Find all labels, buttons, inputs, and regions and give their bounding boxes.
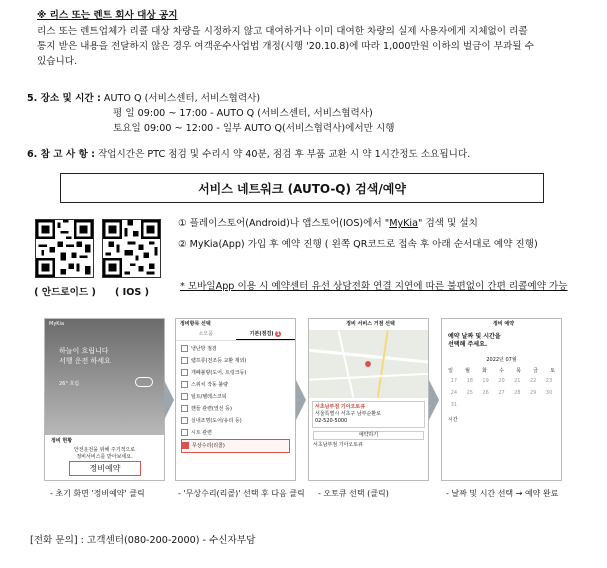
weekday-label: 수 [499, 368, 504, 374]
calendar-day[interactable]: 29 [529, 390, 537, 396]
caption-home: - 초기 화면 '정비예약' 클릭 [50, 489, 145, 498]
phone-screen-items [175, 318, 296, 481]
checkbox-icon [181, 417, 188, 424]
checkbox-icon [181, 393, 188, 400]
temperature: 26° 흐림 [59, 381, 80, 387]
ios-qr-code[interactable] [102, 219, 161, 278]
next-arrow-icon [296, 380, 306, 420]
weekday-label: 금 [533, 368, 538, 374]
calendar-day[interactable]: 25 [466, 390, 473, 396]
calendar-day[interactable]: 17 [450, 378, 458, 384]
selected-dealer: 서초남부점 기아오토큐 [313, 442, 363, 448]
caption-map: - 오토큐 선택 (클릭) [318, 489, 389, 498]
repair-item-label: 스위치 작동 불량 [191, 382, 228, 388]
notice-line: 리스 또는 렌트업체가 리콜 대상 차량을 시정하지 않고 대여하거나 이미 대여한 차량의 실제 사용자에게 지체없이 리콜 [37, 26, 528, 37]
maintenance-desc-2: 정비서비스를 받아보세요. [76, 454, 133, 460]
section-6-text: 작업시간은 PTC 점검 및 수리시 약 40분, 점검 후 부품 교환 시 약 1시간정도 소요됩니다. [98, 149, 471, 160]
repair-item-label: 냉난방 점검 [191, 346, 217, 352]
repair-item-option[interactable] [181, 415, 290, 427]
maintenance-desc: 안전운전을 위해 주기적으로 [73, 447, 136, 453]
phone-screen-home [44, 318, 165, 481]
dealer-card[interactable] [312, 401, 425, 428]
calendar-day[interactable]: 30 [545, 390, 553, 396]
maintenance-reservation-button[interactable]: 정비예약 [69, 461, 141, 476]
checkbox-icon [181, 429, 188, 436]
weekday-label: 화 [482, 368, 487, 374]
notice-line: 있습니다. [37, 56, 78, 67]
service-network-title-box [60, 173, 544, 203]
calendar-day[interactable]: 27 [498, 390, 505, 396]
calendar-weekdays [442, 368, 561, 375]
next-arrow-icon [429, 380, 439, 420]
tab-basic-inspection-label: 기본(점검) [249, 331, 274, 337]
step-1-suffix: " 검색 및 설치 [417, 218, 478, 229]
items-header: 정비항목 선택 [180, 321, 211, 327]
calendar-day[interactable]: 23 [545, 378, 553, 384]
home-hero [45, 319, 164, 435]
section-5-label: 5. 장소 및 시간 : [27, 93, 101, 104]
qr-code-icon [103, 220, 160, 277]
checkbox-icon [181, 381, 188, 388]
notice-line: 통지 받은 내용을 전달하지 않은 경우 여객운수사업법 개정(시행 '20.10.8)에 따라 1,000만원 이하의 벌금이 부과될 수 [37, 41, 534, 52]
checkbox-icon [181, 357, 188, 364]
calendar-day[interactable]: 31 [450, 402, 458, 408]
mykia-app-link[interactable]: MyKia [389, 218, 418, 229]
dealer-address: 서울특별시 서초구 남부순환로 [315, 411, 381, 417]
phone-screen-calendar [441, 318, 562, 481]
repair-item-option[interactable] [181, 427, 290, 439]
repair-item-label: 틸트/텔레스코픽 [191, 394, 227, 400]
repair-item-option[interactable] [181, 355, 290, 367]
calendar-prompt: 예약 날짜 및 시간을 [448, 333, 501, 340]
repair-item-label: 무상수리(리콜) [192, 443, 225, 449]
repair-item-option[interactable] [181, 391, 290, 403]
map-header: 정비 서비스 거점 선택 [346, 321, 395, 327]
notice-title: ※ 리스 또는 렌트 회사 대상 공지 [37, 10, 178, 21]
repair-item-label: 핸들 관련(열선 등) [191, 406, 232, 412]
reserve-button[interactable]: 예약하기 [313, 431, 424, 440]
section-5-row1: AUTO Q (서비스센터, 서비스협력사) [103, 93, 261, 104]
section-6 [27, 148, 470, 161]
step-3-note: * 모바일App 이용 시 예약센터 유선 상담전화 연결 지연에 따른 불편없이 간편 리콜예약 가능 [180, 281, 568, 292]
caption-calendar: - 날짜 및 시간 선택 → 예약 완료 [446, 489, 559, 498]
step-1-prefix: ① 플레이스토어(Android)나 앱스토어(IOS)에서 " [178, 218, 390, 229]
step-2: ② MyKia(App) 가입 후 예약 진행 ( 왼쪽 QR코드로 접속 후 아래 순서대로 예약 진행) [178, 239, 538, 250]
checkbox-icon [181, 369, 188, 376]
service-network-title: 서비스 네트워크 (AUTO-Q) 검색/예약 [198, 181, 406, 196]
dealer-phone: 02-520-5000 [315, 418, 348, 424]
calendar-day[interactable]: 22 [529, 378, 537, 384]
checkbox-icon [181, 405, 188, 412]
item-list [176, 341, 295, 455]
map-roads-icon [309, 330, 428, 398]
section-5-row3: 토요일 09:00 ~ 12:00 - 일부 AUTO Q(서비스협력사)에서만 시행 [113, 123, 395, 134]
checkbox-checked-icon [182, 442, 189, 449]
next-arrow-icon [164, 380, 174, 420]
repair-item-option[interactable] [181, 379, 290, 391]
calendar-day[interactable]: 20 [498, 378, 505, 384]
weekday-label: 일 [448, 368, 453, 374]
repair-item-label: 실내조명(도어/유리 등) [191, 418, 242, 424]
weather-greeting-2: 서행 운전 하세요 [59, 357, 111, 365]
app-name: MyKia [49, 321, 65, 327]
calendar-days [442, 375, 561, 411]
calendar-month: 2022년 07월 [486, 357, 517, 363]
section-5 [27, 92, 260, 105]
dealer-name: 서초남부점 기아오토큐 [315, 404, 366, 410]
repair-item-option[interactable] [181, 343, 290, 355]
calendar-header: 정비 예약 [492, 321, 515, 327]
calendar-day[interactable]: 28 [514, 390, 521, 396]
time-label: 시간 [448, 417, 458, 423]
ios-qr-label: ( IOS ) [114, 287, 150, 298]
calendar-prompt-2: 선택해 주세요. [448, 341, 488, 348]
qr-code-icon [36, 220, 93, 277]
repair-item-option[interactable] [181, 367, 290, 379]
calendar-day[interactable]: 21 [514, 378, 521, 384]
item-tabs [176, 330, 295, 341]
repair-item-label: 램프류(전조등 교환 제외) [191, 358, 247, 364]
calendar-day[interactable]: 19 [482, 378, 489, 384]
calendar-day[interactable]: 24 [450, 390, 458, 396]
tab-consumables[interactable]: 소모품 [198, 331, 213, 337]
android-qr-label: ( 안드로이드 ) [34, 287, 96, 298]
repair-item-label: 시트 관련 [191, 430, 212, 436]
android-qr-code[interactable] [35, 219, 94, 278]
step-1 [178, 217, 478, 230]
weather-greeting: 하늘이 흐립니다 [59, 347, 109, 355]
contact-info: [전화 문의] : 고객센터(080-200-2000) - 수신자부담 [30, 535, 256, 546]
weekday-label: 월 [465, 368, 470, 374]
weekday-label: 목 [516, 368, 521, 374]
tab-badge: 1 [276, 331, 280, 337]
checkbox-icon [181, 345, 188, 352]
repair-item-option[interactable] [181, 403, 290, 415]
calendar-day[interactable]: 18 [466, 378, 473, 384]
weekday-label: 토 [550, 368, 555, 374]
cloud-icon [135, 377, 153, 387]
repair-item-label: 개폐불량(도어, 트렁크등) [191, 370, 247, 376]
maintenance-status-title: 정비 현황 [51, 438, 73, 444]
phone-screen-map [308, 318, 429, 481]
calendar-day[interactable]: 26 [482, 390, 489, 396]
repair-item-option[interactable] [181, 439, 290, 453]
tab-basic-inspection[interactable] [236, 330, 296, 340]
map-view[interactable] [309, 330, 428, 398]
section-5-row2: 평 일 09:00 ~ 17:00 - AUTO Q (서비스센터, 서비스협력사) [113, 108, 373, 119]
caption-items: - '무상수리(리콜)' 선택 후 다음 클릭 [178, 489, 305, 498]
section-6-label: 6. 참 고 사 항 : [27, 149, 95, 160]
